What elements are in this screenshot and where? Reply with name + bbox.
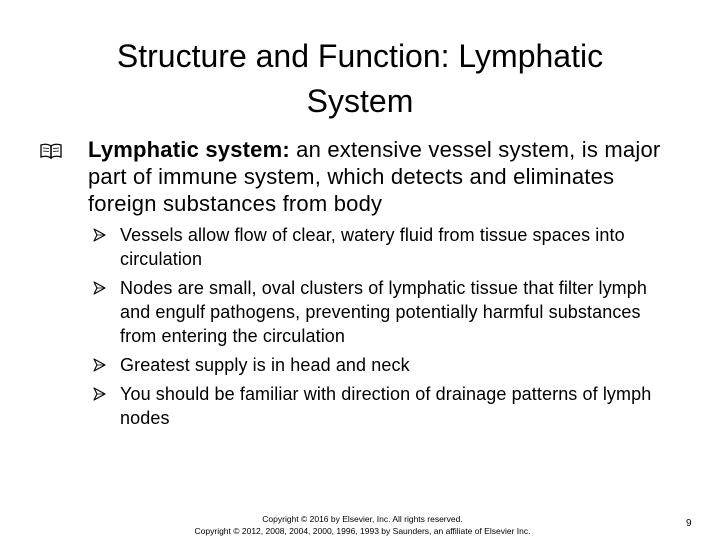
sub-bullet-text: Greatest supply is in head and neck [120,355,410,375]
open-book-icon [40,142,62,160]
page-number: 9 [686,518,692,529]
arrow-bullet-icon [92,387,106,401]
copyright-line-2: Copyright © 2012, 2008, 2004, 2000, 1996, 1993 by Saunders, an affiliate of Elsevier Inc. [194,526,531,536]
arrow-bullet-icon [92,281,106,295]
arrow-bullet-icon [92,228,106,242]
copyright-footer [140,513,585,537]
sub-bullet-item [96,382,676,430]
main-bullet-description: an extensive vessel system, is major part of immune system, which detects and eliminates foreign substances from body [88,137,661,216]
sub-bullet-list [96,223,676,435]
sub-bullet-item [96,353,676,377]
main-bullet-term: Lymphatic system: [88,137,290,162]
copyright-line-1: Copyright © 2016 by Elsevier, Inc. All rights reserved. [262,514,463,524]
sub-bullet-item [96,276,676,348]
sub-bullet-text: Vessels allow flow of clear, watery fluid from tissue spaces into circulation [120,225,625,269]
sub-bullet-text: Nodes are small, oval clusters of lymphatic tissue that filter lymph and engulf pathogens, preventing potentially harmful substances from entering the circulation [120,278,647,346]
sub-bullet-text: You should be familiar with direction of drainage patterns of lymph nodes [120,384,652,428]
slide-title: Structure and Function: Lymphatic System [116,38,604,119]
main-bullet-text [88,136,680,217]
arrow-bullet-icon [92,358,106,372]
sub-bullet-item [96,223,676,271]
main-bullet [40,136,680,217]
